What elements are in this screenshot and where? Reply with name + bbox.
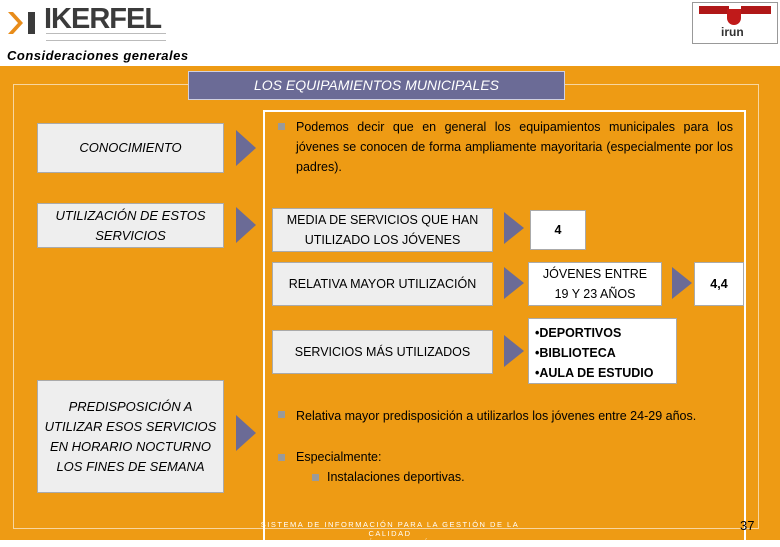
utilizacion-label: UTILIZACIÓN DE ESTOS SERVICIOS: [55, 207, 206, 243]
footer-line-2: - LA ATENCIÓN A LOS JÓVENES -: [309, 538, 471, 547]
relativa-group-box: [528, 262, 662, 306]
predisposicion-sub: Instalaciones deportivas.: [327, 470, 465, 484]
arrow-right-icon: [236, 415, 256, 451]
conocimiento-box: [37, 123, 224, 173]
relativa-value-box: [694, 262, 744, 306]
media-servicios-label: MEDIA DE SERVICIOS QUE HAN UTILIZADO LOS JÓVENES: [286, 213, 479, 247]
arrow-right-icon: [236, 207, 256, 243]
page-number: 37: [740, 518, 755, 533]
slide-title: LOS EQUIPAMIENTOS MUNICIPALES: [188, 71, 565, 100]
ikerfel-logo-text: IKERFEL: [44, 3, 162, 35]
servicios-list-box: [528, 318, 677, 384]
footer-line-1: SISTEMA DE INFORMACIÓN PARA LA GESTIÓN DE LA CALIDAD: [260, 520, 520, 538]
servicios-box: [272, 330, 493, 374]
predisposicion-text-1: Relativa mayor predisposición a utilizarlos los jóvenes entre 24-29 años.: [296, 409, 697, 423]
conocimiento-label: CONOCIMIENTO: [79, 140, 182, 155]
bullet-icon: [278, 411, 285, 418]
logo-subtitle-line: [46, 33, 166, 41]
bullet-icon: [278, 123, 285, 130]
conocimiento-text: Podemos decir que en general los equipamientos municipales para los jóvenes se conocen de forma ampliamente mayoritaria (especialmente por los padres).: [296, 120, 733, 174]
footer-text: [250, 520, 530, 547]
irun-red-bar: [699, 6, 729, 14]
arrow-right-icon: [504, 212, 524, 244]
bullet-icon: [278, 454, 285, 461]
servicio-aula-estudio: •AULA DE ESTUDIO: [535, 366, 654, 380]
arrow-right-icon: [672, 267, 692, 299]
ikerfel-logo-mark-icon: [8, 8, 38, 38]
servicios-label: SERVICIOS MÁS UTILIZADOS: [294, 345, 471, 359]
predisposicion-text-2: Especialmente:: [296, 450, 382, 464]
irun-logo: [692, 2, 778, 44]
irun-red-bar-right: [741, 6, 771, 14]
sub-bullet-icon: [312, 474, 319, 481]
relativa-box: [272, 262, 493, 306]
relativa-label: RELATIVA MAYOR UTILIZACIÓN: [288, 277, 477, 291]
servicio-deportivos: •DEPORTIVOS: [535, 326, 622, 340]
arrow-right-icon: [504, 267, 524, 299]
arrow-right-icon: [504, 335, 524, 367]
irun-logo-text: irun: [721, 25, 744, 39]
predisposicion-label: PREDISPOSICIÓN A UTILIZAR ESOS SERVICIOS EN HORARIO NOCTURNO LOS FINES DE SEMANA: [44, 398, 217, 474]
media-value-box: [530, 210, 586, 250]
section-title: Consideraciones generales: [7, 48, 189, 63]
irun-shield-icon: [727, 9, 741, 25]
relativa-group: JÓVENES ENTRE 19 Y 23 AÑOS: [542, 267, 648, 301]
predisposicion-box: [37, 380, 224, 493]
arrow-right-icon: [236, 130, 256, 166]
utilizacion-box: [37, 203, 224, 248]
media-value: 4: [554, 223, 562, 237]
relativa-value: 4,4: [710, 277, 728, 291]
media-servicios-box: [272, 208, 493, 252]
servicio-biblioteca: •BIBLIOTECA: [535, 346, 616, 360]
